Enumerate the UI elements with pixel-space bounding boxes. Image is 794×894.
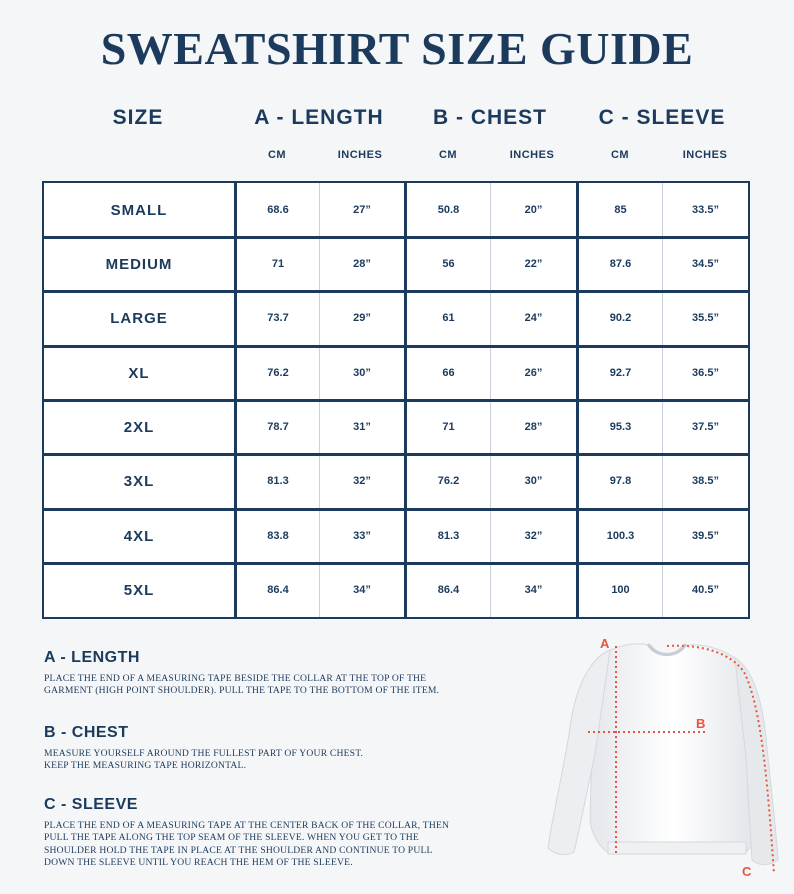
chest-inches-cell: 22” <box>524 258 543 271</box>
length-inches-cell: 28” <box>353 258 371 271</box>
size-cell: XL <box>128 364 150 382</box>
sleeve-text-line: PLACE THE END OF A MEASURING TAPE AT THE CENTER BACK OF THE COLLAR, THEN <box>44 820 450 831</box>
length-instructions <box>44 673 514 698</box>
length-text-line: PLACE THE END OF A MEASURING TAPE BESIDE THE COLLAR AT THE TOP OF THE <box>44 673 427 684</box>
header-length: A - LENGTH <box>254 106 384 129</box>
sleeve-cm-cell: 95.3 <box>609 421 632 434</box>
chest-instructions <box>44 748 514 773</box>
page-title: SWEATSHIRT SIZE GUIDE <box>100 23 694 74</box>
chest-inches-cell: 30” <box>524 475 543 488</box>
label-b: B <box>696 716 706 731</box>
unit-chest-cm: CM <box>438 149 458 161</box>
header-chest: B - CHEST <box>433 106 547 129</box>
sleeve-cm-cell: 100.3 <box>606 530 635 543</box>
label-a: A <box>600 636 610 651</box>
length-cm-cell: 73.7 <box>267 312 289 325</box>
table-row <box>44 400 748 454</box>
chest-cm-cell: 61 <box>442 312 455 325</box>
sleeve-text-line: PULL THE TAPE ALONG THE TOP SEAM OF THE SLEEVE. WHEN YOU GET TO THE <box>44 832 419 844</box>
chest-cm-cell: 50.8 <box>437 204 460 217</box>
sleeve-inches-cell: 36.5” <box>692 367 719 380</box>
sleeve-inches-cell: 39.5” <box>692 530 719 543</box>
length-cm-cell: 83.8 <box>267 530 289 543</box>
size-cell: SMALL <box>110 201 168 219</box>
sleeve-instructions <box>44 820 514 869</box>
table-row <box>44 237 748 291</box>
sleeve-cm-cell: 92.7 <box>609 367 632 380</box>
label-c: C <box>742 864 752 879</box>
chest-inches-cell: 24” <box>524 312 543 325</box>
unit-sleeve-inches: INCHES <box>682 149 728 161</box>
length-inches-cell: 27” <box>353 204 371 217</box>
sleeve-cm-cell: 97.8 <box>609 475 632 488</box>
length-inches-cell: 33” <box>353 530 371 543</box>
sweatshirt-illustration-icon <box>530 628 794 894</box>
sleeve-cm-cell: 87.6 <box>609 258 632 271</box>
length-inches-cell: 34” <box>353 584 371 597</box>
chest-cm-cell: 66 <box>442 367 455 380</box>
length-cm-cell: 71 <box>271 258 285 271</box>
chest-inches-cell: 32” <box>524 530 543 543</box>
chest-cm-cell: 76.2 <box>437 475 460 488</box>
chest-cm-cell: 56 <box>442 258 455 271</box>
sleeve-cm-cell: 85 <box>614 204 627 217</box>
length-cm-cell: 78.7 <box>267 421 289 434</box>
length-text-line: GARMENT (HIGH POINT SHOULDER). PULL THE TAPE TO THE BOTTOM OF THE ITEM. <box>44 685 440 697</box>
size-cell: 2XL <box>123 418 155 436</box>
table-row <box>44 509 748 563</box>
length-inches-cell: 29” <box>353 312 371 325</box>
sleeve-section-title: C - SLEEVE <box>44 796 138 813</box>
length-inches-cell: 32” <box>353 475 371 488</box>
unit-sleeve-cm: CM <box>610 149 630 161</box>
sleeve-text-line: SHOULDER HOLD THE TAPE IN PLACE AT THE SHOULDER AND CONTINUE TO PULL <box>44 844 433 856</box>
size-cell: LARGE <box>110 309 168 327</box>
length-cm-cell: 76.2 <box>267 367 289 380</box>
sweatshirt-hem <box>608 842 746 854</box>
sleeve-inches-cell: 33.5” <box>692 204 719 217</box>
length-cm-cell: 86.4 <box>267 584 289 597</box>
table-row <box>44 563 748 617</box>
size-cell: MEDIUM <box>105 255 173 273</box>
chest-cm-cell: 81.3 <box>437 530 460 543</box>
size-cell: 3XL <box>123 472 155 490</box>
chest-text-line: KEEP THE MEASURING TAPE HORIZONTAL. <box>44 760 247 772</box>
chest-inches-cell: 20” <box>524 204 543 217</box>
unit-chest-inches: INCHES <box>509 149 555 161</box>
sleeve-inches-cell: 37.5” <box>692 421 719 434</box>
table-row <box>44 183 748 237</box>
table-row <box>44 291 748 345</box>
header-sleeve: C - SLEEVE <box>598 106 726 129</box>
length-cm-cell: 68.6 <box>267 204 289 217</box>
chest-inches-cell: 28” <box>524 421 543 434</box>
length-inches-cell: 30” <box>353 367 371 380</box>
sleeve-inches-cell: 38.5” <box>692 475 719 488</box>
chest-cm-cell: 86.4 <box>437 584 460 597</box>
header-size: SIZE <box>112 106 164 129</box>
length-inches-cell: 31” <box>353 421 371 434</box>
chest-inches-cell: 34” <box>524 584 543 597</box>
length-cm-cell: 81.3 <box>267 475 289 488</box>
unit-length-inches: INCHES <box>337 149 383 161</box>
size-table <box>42 181 750 619</box>
chest-text-line: MEASURE YOURSELF AROUND THE FULLEST PART OF YOUR CHEST. <box>44 748 364 759</box>
sleeve-inches-cell: 35.5” <box>692 312 719 325</box>
size-cell: 5XL <box>123 581 155 599</box>
chest-inches-cell: 26” <box>524 367 543 380</box>
sleeve-inches-cell: 40.5” <box>692 584 719 597</box>
table-row <box>44 454 748 508</box>
unit-length-cm: CM <box>267 149 287 161</box>
size-cell: 4XL <box>123 527 155 545</box>
chest-section-title: B - CHEST <box>44 724 129 741</box>
chest-cm-cell: 71 <box>442 421 455 434</box>
sleeve-cm-cell: 90.2 <box>609 312 632 325</box>
sleeve-inches-cell: 34.5” <box>692 258 719 271</box>
table-row <box>44 346 748 400</box>
length-section-title: A - LENGTH <box>44 649 140 666</box>
sleeve-text-line: DOWN THE SLEEVE UNTIL YOU REACH THE HEM OF THE SLEEVE. <box>44 856 353 868</box>
sleeve-cm-cell: 100 <box>611 584 630 597</box>
